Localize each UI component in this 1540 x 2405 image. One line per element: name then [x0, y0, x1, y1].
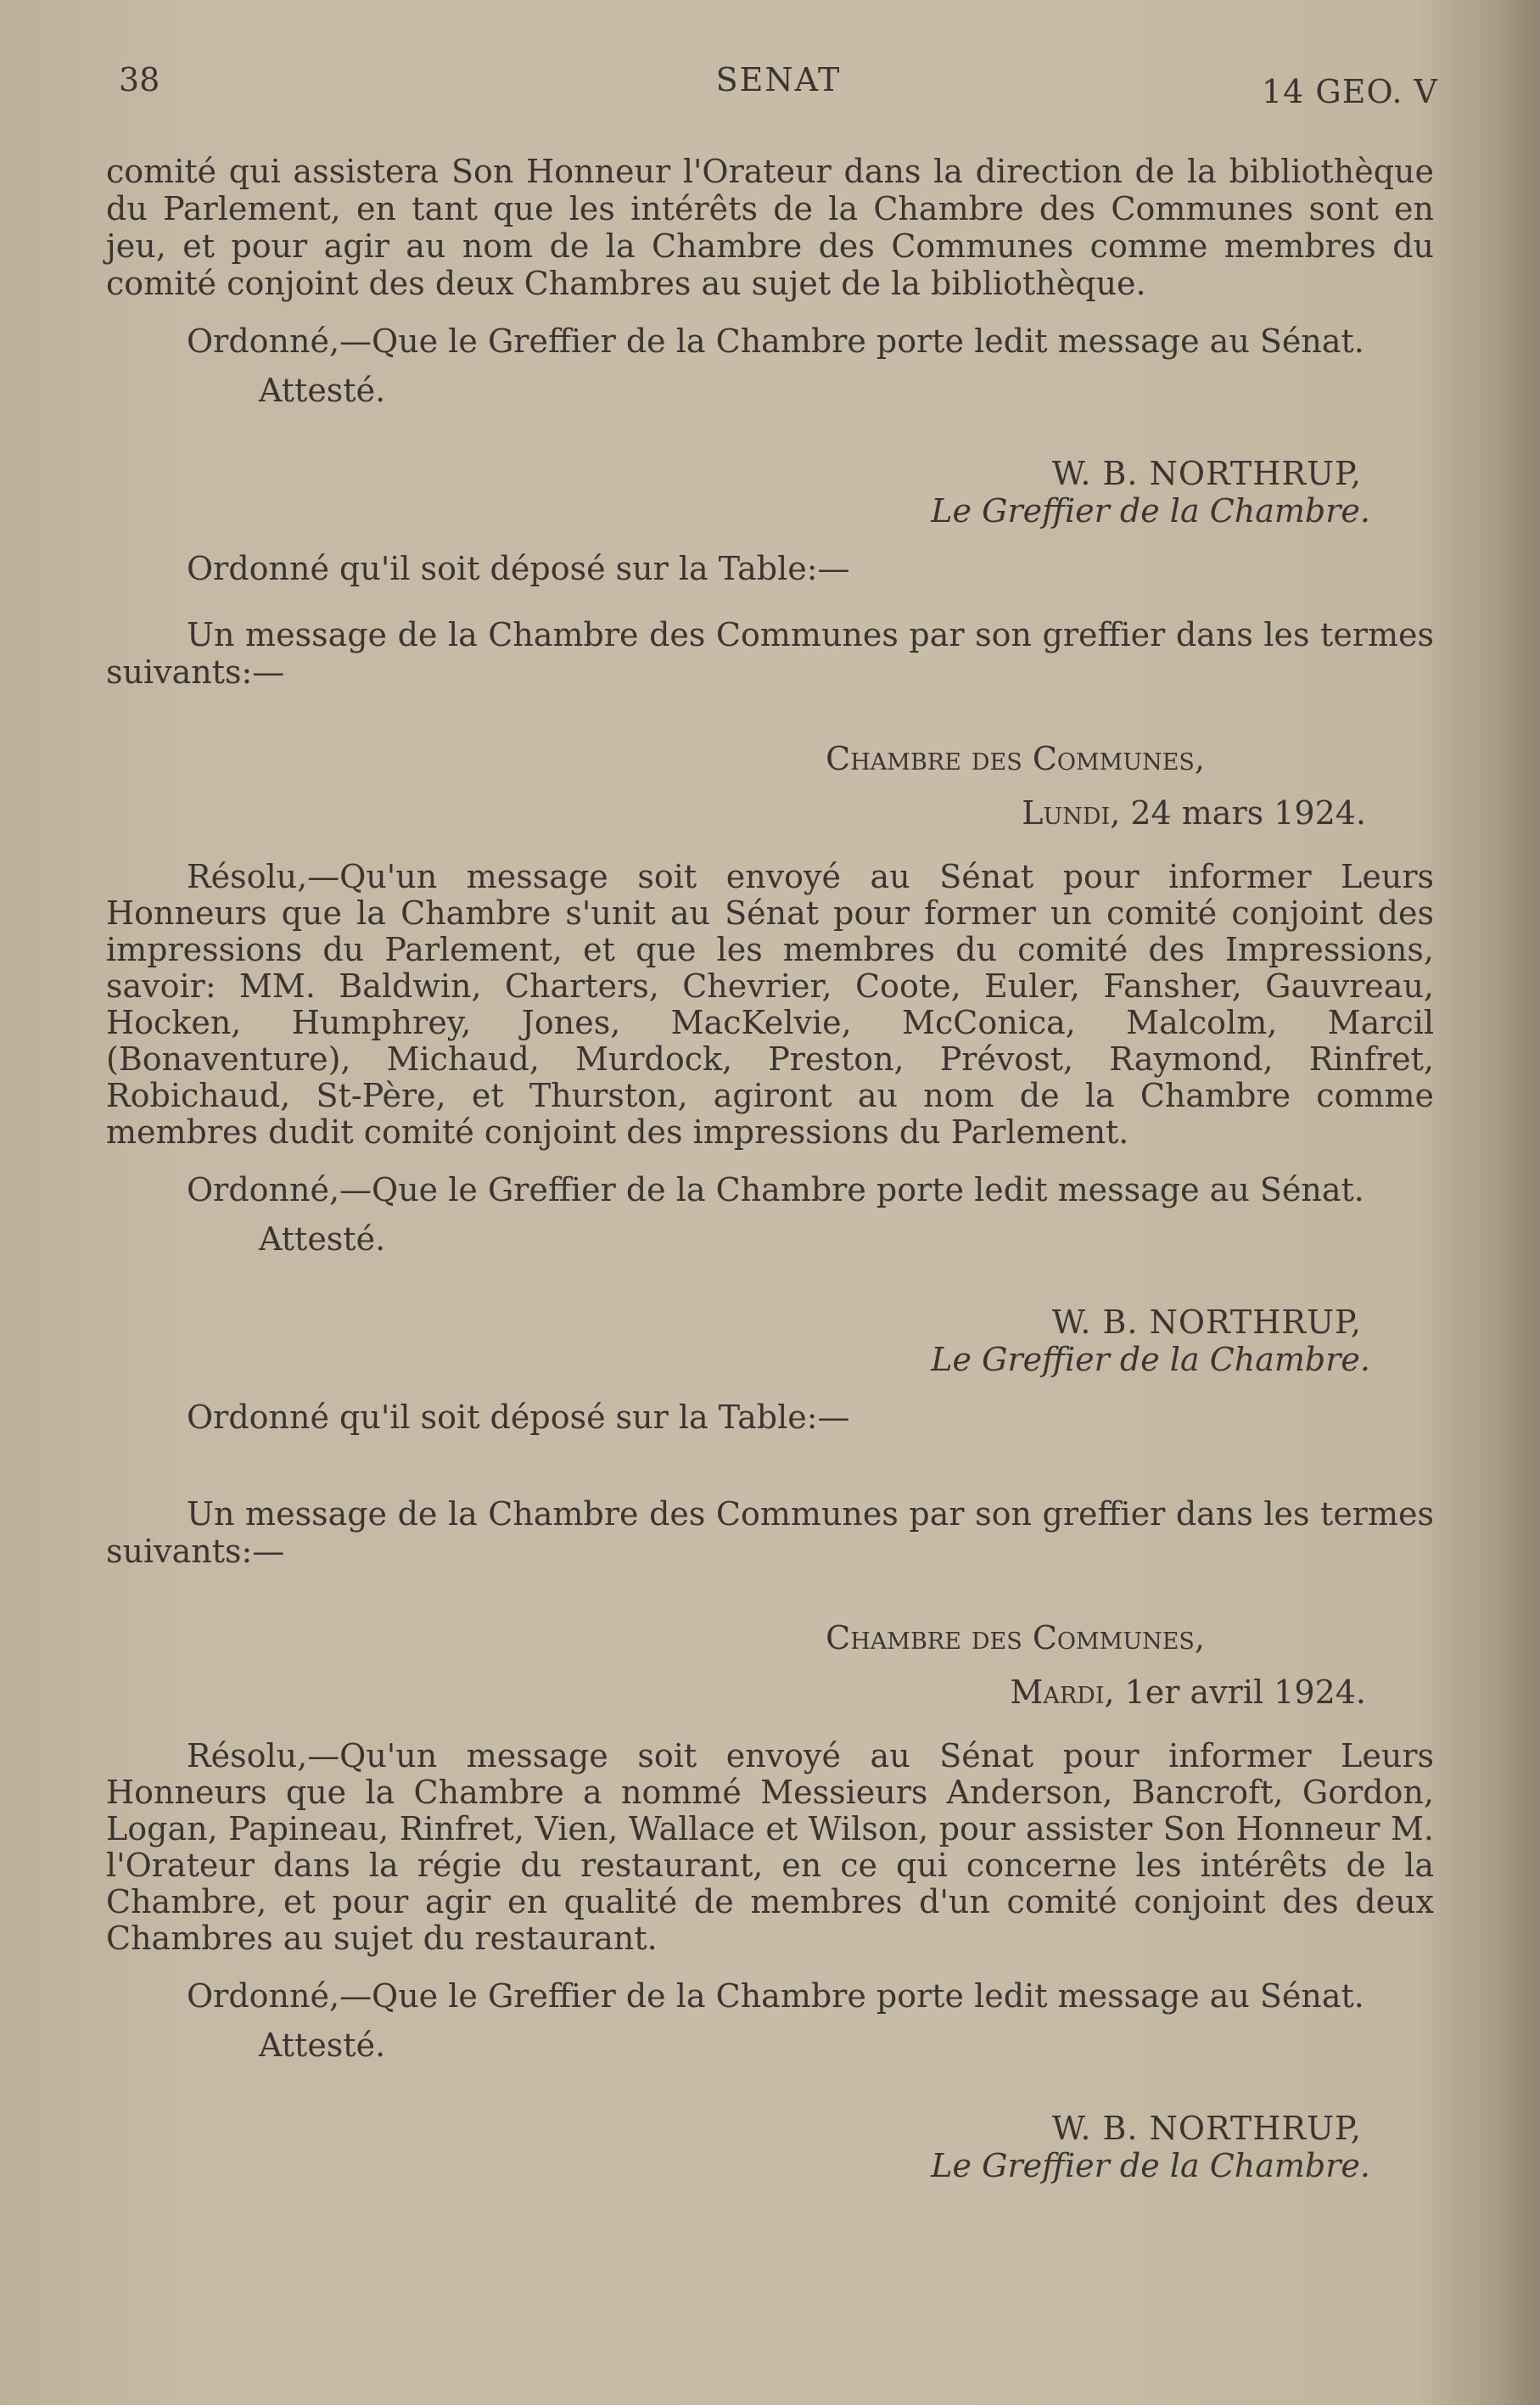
- resolution-paragraph: Résolu,—Qu'un message soit envoyé au Sénat pour informer Leurs Honneurs que la Chambre a nommé Messieurs Anderson, Bancroft, Gordon, Logan, Papineau, Rinfret, Vien, Wallace et Wilson, pour assister Son Honneur M. l'Orateur dans la régie du restaurant, en ce qui concerne les intérêts de la Chambre, et pour agir en qualité de membres d'un comité conjoint des deux Chambres au sujet du restaurant.: [106, 1737, 1434, 1957]
- signature-name: W. B. NORTHRUP,: [1051, 1303, 1362, 1341]
- message-date-text: , 24 mars 1924.: [1110, 794, 1366, 832]
- message-date-text: , 1er avril 1924.: [1104, 1673, 1366, 1711]
- page-number: 38: [119, 61, 160, 98]
- running-title: SENAT: [715, 61, 842, 98]
- ordered-paragraph: Ordonné,—Que le Greffier de la Chambre porte ledit message au Sénat.: [187, 1171, 1364, 1208]
- ordered-paragraph: Ordonné,—Que le Greffier de la Chambre porte ledit message au Sénat.: [187, 1977, 1364, 2015]
- page-header: [119, 61, 1438, 112]
- message-day: Mardi: [1010, 1673, 1105, 1711]
- signature-role: Le Greffier de la Chambre.: [931, 2147, 1370, 2184]
- message-location: Chambre des Communes,: [826, 740, 1205, 777]
- message-day: Lundi: [1022, 794, 1111, 832]
- signature-role: Le Greffier de la Chambre.: [931, 1341, 1370, 1378]
- ordered-paragraph: Ordonné,—Que le Greffier de la Chambre porte ledit message au Sénat.: [187, 322, 1364, 360]
- attest-line: Attesté.: [259, 2027, 386, 2064]
- regnal-year: 14 GEO. V: [1261, 73, 1438, 110]
- message-date: [106, 794, 1434, 832]
- message-intro: Un message de la Chambre des Communes par son greffier dans les termes suivants:—: [106, 1495, 1434, 1570]
- resolution-paragraph: Résolu,—Qu'un message soit envoyé au Sénat pour informer Leurs Honneurs que la Chambre s'unit au Sénat pour former un comité conjoint des impressions du Parlement, et que les membres du comité des Impressions, savoir: MM. Baldwin, Charters, Chevrier, Coote, Euler, Fansher, Gauvreau, Hocken, Humphrey, Jones, MacKelvie, McConica, Malcolm, Marcil (Bonaventure), Michaud, Murdock, Preston, Prévost, Raymond, Rinfret, Robichaud, St-Père, et Thurston, agiront au nom de la Chambre comme membres dudit comité conjoint des impressions du Parlement.: [106, 858, 1434, 1151]
- signature-name: W. B. NORTHRUP,: [1051, 2110, 1362, 2147]
- signature-role: Le Greffier de la Chambre.: [931, 492, 1370, 530]
- signature-name: W. B. NORTHRUP,: [1051, 455, 1362, 492]
- message-intro: Un message de la Chambre des Communes par son greffier dans les termes suivants:—: [106, 616, 1434, 691]
- table-order: Ordonné qu'il soit déposé sur la Table:—: [187, 1399, 850, 1436]
- table-order: Ordonné qu'il soit déposé sur la Table:—: [187, 550, 850, 587]
- attest-line: Attesté.: [259, 372, 386, 409]
- document-body: [106, 153, 1434, 2184]
- message-date: [106, 1673, 1434, 1711]
- continuation-paragraph: comité qui assistera Son Honneur l'Orateur dans la direction de la bibliothèque du Parlement, en tant que les intérêts de la Chambre des Communes sont en jeu, et pour agir au nom de la Chambre des Communes comme membres du comité conjoint des deux Chambres au sujet de la bibliothèque.: [106, 153, 1434, 302]
- attest-line: Attesté.: [259, 1220, 386, 1258]
- message-location: Chambre des Communes,: [826, 1619, 1205, 1657]
